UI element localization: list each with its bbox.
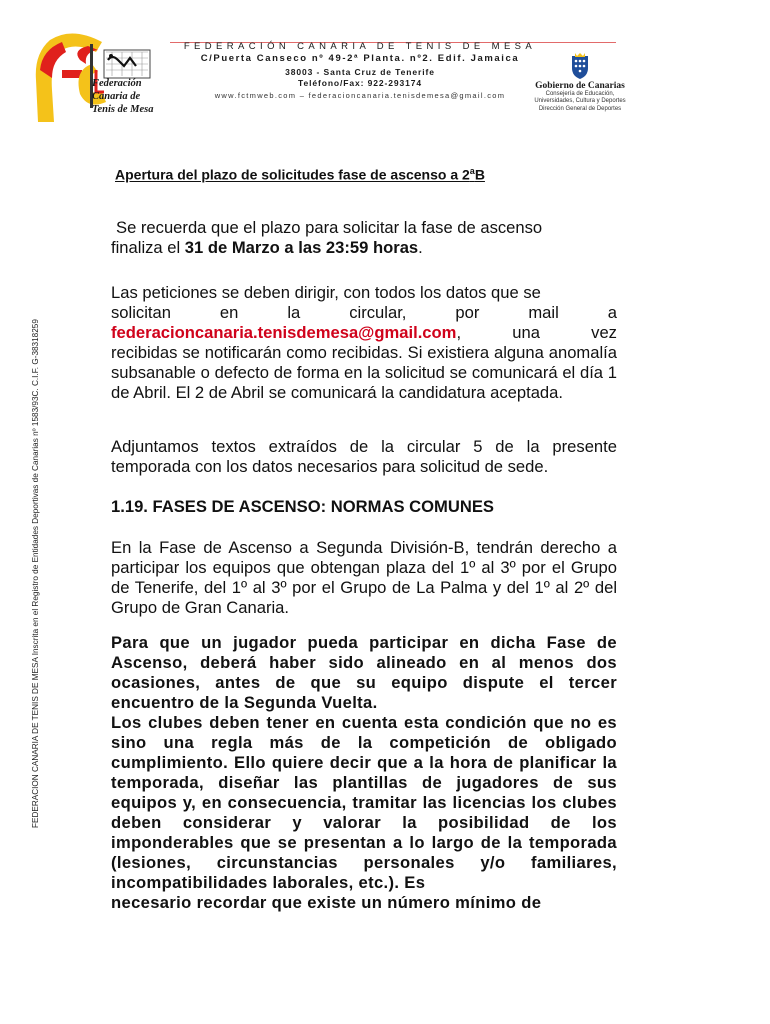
letterhead-web: www.fctmweb.com – federacioncanaria.tenisdemesa@gmail.com xyxy=(214,91,506,100)
letterhead-phone: Teléfono/Fax: 922-293174 xyxy=(298,78,422,88)
paragraph-participation: En la Fase de Ascenso a Segunda División-B, tendrán derecho a participar los equipos que obtengan plaza del 1º al 3º por el Grupo de Tenerife, del 1º al 3º por el Grupo de La Palma y del 1º al 2º del Grupo de Gran Canaria. xyxy=(111,538,617,617)
paragraph-text: necesario recordar que existe un número mínimo de xyxy=(111,893,542,912)
word: la xyxy=(287,303,301,322)
gov-sub-line: Consejería de Educación, xyxy=(545,91,615,97)
letterhead-address: C/Puerta Canseco nº 49-2ª Planta. nº2. Edif. Jamaica xyxy=(200,53,520,64)
paragraph-text: Los clubes deben tener en cuenta esta condición que no es sino una regla más de la competición de obligado cumplimiento. Ello quiere decir que a la hora de planificar la temporada, diseñar las plantillas de jugadores de sus equipos y, en consecuencia, tramitar las licencias los clubes deben considerar y valorar la posibilidad de los imponderables que se presentan a lo largo de la temporada (lesiones, circunstancias personales y/o familiares, incompatibilidades laborales, etc.). Es xyxy=(111,713,617,892)
logo-text-line: Tenis de Mesa xyxy=(92,104,154,115)
letterhead-city: 38003 - Santa Cruz de Tenerife xyxy=(285,67,435,77)
word: circular, xyxy=(349,303,407,322)
logo-text-line: Federación xyxy=(92,78,142,89)
word: , xyxy=(456,323,462,342)
gobierno-canarias-logo xyxy=(525,52,635,113)
paragraph-requests xyxy=(111,283,617,403)
letterhead xyxy=(160,41,560,101)
section-heading: 1.19. FASES DE ASCENSO: NORMAS COMUNES xyxy=(111,497,494,516)
paragraph-text: Para que un jugador pueda participar en dicha Fase de Ascenso, deberá haber sido alineado en al menos dos ocasiones, antes de que su equipo dispute el tercer encuentro de la Segunda Vuelta. xyxy=(111,633,617,712)
paragraph-deadline xyxy=(111,218,617,258)
side-registration-text: FEDERACION CANARIA DE TENIS DE MESA Inscrita en el Registro de Entidades Deportivas de Canarias nº 1583/93C. C.I.F. G-38318259 xyxy=(31,319,40,828)
title-sup: a xyxy=(469,166,475,176)
gov-sub-line: Universidades, Cultura y Deportes xyxy=(534,98,626,105)
paragraph-line xyxy=(111,303,617,323)
paragraph-text: . xyxy=(418,238,423,257)
paragraph-attachment: Adjuntamos textos extraídos de la circular 5 de la presente temporada con los datos necesarios para solicitud de sede. xyxy=(111,437,617,476)
paragraph-text: recibidas se notificarán como recibidas. Si existiera alguna anomalía subsanable o defecto de forma en la solicitud se comunicará el día 1 de Abril. El 2 de Abril se comunicará la candidatura aceptada. xyxy=(111,343,617,402)
word: solicitan xyxy=(111,303,171,322)
coat-of-arms-icon xyxy=(567,52,593,80)
title-text: Apertura del plazo de solicitudes fase de ascenso a 2 xyxy=(115,166,470,183)
paragraph-text: finaliza el xyxy=(111,238,185,257)
word: en xyxy=(219,303,239,322)
word: por xyxy=(455,303,480,322)
letterhead-org: FEDERACIÓN CANARIA DE TENIS DE MESA xyxy=(183,41,537,52)
word: vez xyxy=(591,323,617,342)
gov-sub-line: Dirección General de Deportes xyxy=(538,105,622,112)
gov-name: Gobierno de Canarias xyxy=(535,81,625,91)
deadline-date: 31 de Marzo a las 23:59 horas xyxy=(184,238,419,257)
paragraph-line: Las peticiones se deben dirigir, con todos los datos que se xyxy=(111,283,541,302)
word: mail xyxy=(528,303,559,322)
email-link[interactable]: federacioncanaria.tenisdemesa@gmail.com xyxy=(111,323,457,342)
page-title xyxy=(115,166,625,183)
paragraph-rules xyxy=(111,633,617,913)
paragraph-line xyxy=(111,323,617,343)
title-end: B xyxy=(474,166,485,183)
word: una xyxy=(512,323,540,342)
word: a xyxy=(607,303,617,322)
logo-text-line: Canaria de xyxy=(92,91,141,102)
paragraph-line: Se recuerda que el plazo para solicitar la fase de ascenso xyxy=(116,218,543,237)
